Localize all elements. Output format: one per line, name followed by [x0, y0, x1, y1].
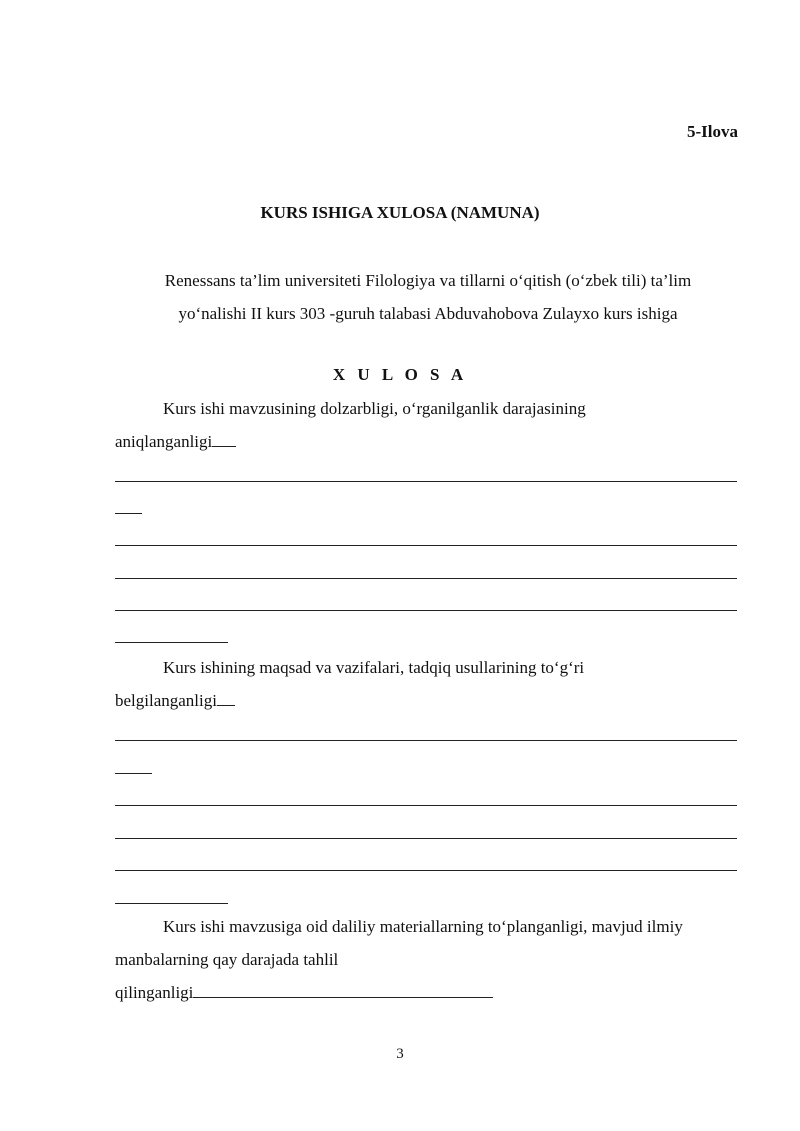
section-3-line-3: qilinganligi: [115, 983, 194, 1002]
section-1-line-2-wrap: [115, 425, 737, 458]
section-2-answer-line-1: [115, 740, 737, 741]
section-2-line-2-wrap: [115, 684, 737, 717]
intro-line-1: Renessans ta’lim universiteti Filologiya va tillarni o‘qitish (o‘zbek tili) ta’lim: [164, 271, 692, 290]
page-number: 3: [396, 1046, 404, 1062]
section-3-line-3-wrap: [115, 976, 737, 1009]
section-2-answer-line-2: [115, 773, 152, 774]
section-3-inline-blank: [193, 981, 493, 998]
section-1-inline-blank: [212, 430, 236, 447]
section-1-answer-line-6: [115, 642, 228, 643]
section-2-line-2: belgilanganligi: [115, 691, 217, 710]
section-3-prompt: [115, 910, 737, 1009]
section-1-answer-line-3: [115, 545, 737, 546]
section-1-answer-line-5: [115, 610, 737, 611]
section-1-line-2: aniqlanganligi: [115, 432, 213, 451]
section-1-prompt: [115, 392, 737, 458]
section-2-answer-line-3: [115, 805, 737, 806]
section-1-answer-line-2: [115, 513, 142, 514]
section-2-prompt: [115, 651, 737, 717]
intro-paragraph: [100, 264, 756, 330]
intro-line-2: yo‘nalishi II kurs 303 -guruh talabasi Abduvahobova Zulayxo kurs ishiga: [178, 304, 678, 323]
document-title: KURS ISHIGA XULOSA (NAMUNA): [260, 203, 540, 222]
section-2-inline-blank: [217, 689, 235, 706]
annex-label: 5-Ilova: [687, 122, 738, 141]
section-3-line-1: Kurs ishi mavzusiga oid daliliy materiallarning to‘planganligi, mavjud ilmiy: [163, 917, 683, 936]
section-1-answer-line-1: [115, 481, 737, 482]
section-1-answer-line-4: [115, 578, 737, 579]
section-2-line-1: Kurs ishining maqsad va vazifalari, tadqiq usullarining to‘g‘ri: [163, 658, 585, 677]
section-2-answer-line-6: [115, 903, 228, 904]
section-2-answer-line-4: [115, 838, 737, 839]
conclusion-heading: X U L O S A: [332, 365, 468, 384]
section-2-answer-line-5: [115, 870, 737, 871]
section-1-line-1: Kurs ishi mavzusining dolzarbligi, o‘rganilganlik darajasining: [163, 399, 586, 418]
section-3-line-2: manbalarning qay darajada tahlil: [115, 950, 339, 969]
